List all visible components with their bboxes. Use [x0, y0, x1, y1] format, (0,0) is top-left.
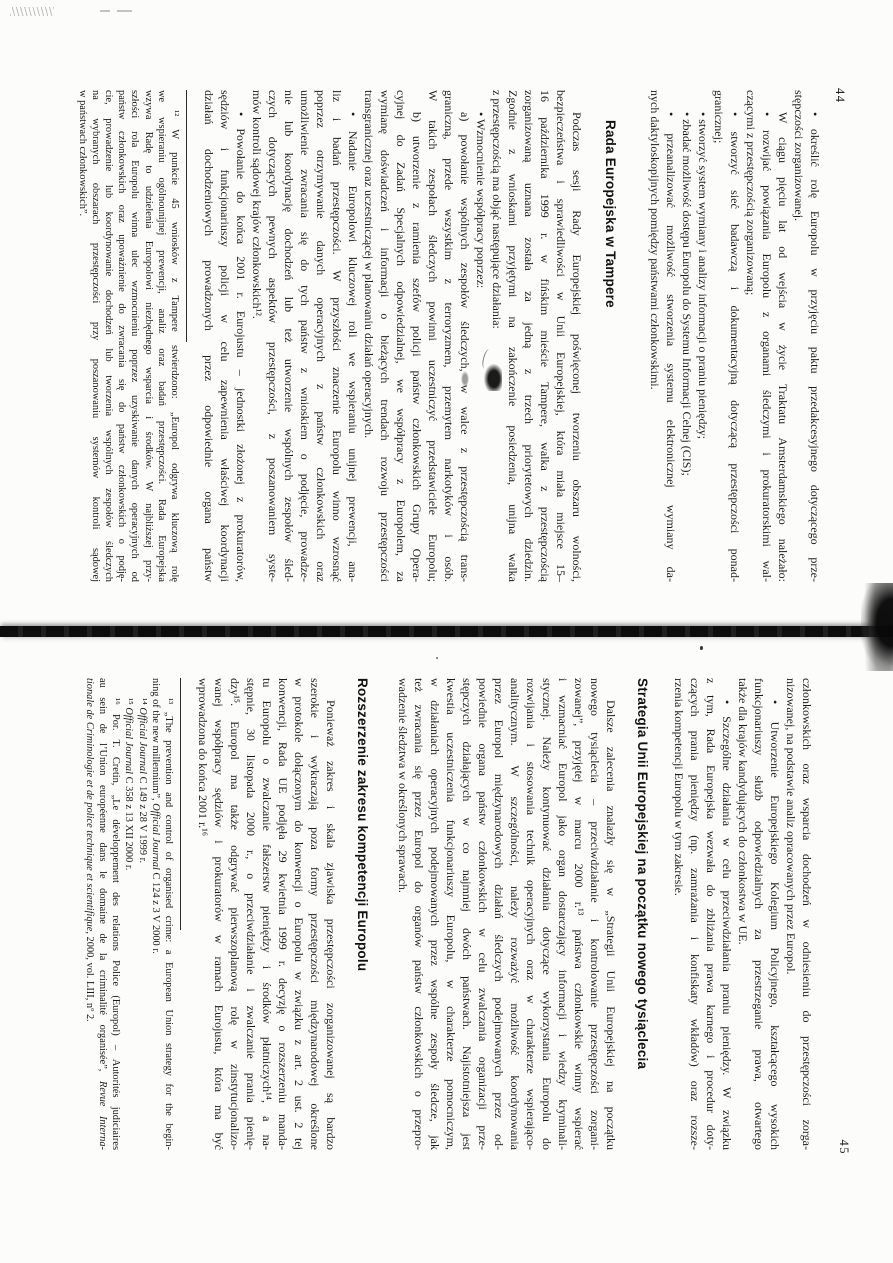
page-number-44: 44	[833, 88, 847, 104]
text-line: dzy¹⁵. Europol ma także odgrywać pierwszoplanową rolę w zinstytucjonalizo-	[228, 678, 242, 1150]
text-line: • rozwijać powiązania Europolu z organami śledczymi i prokuratorskimi wal-	[760, 112, 774, 582]
text-line: b) utworzenie z ramienia szefów policji państw członkowskich Grupy Opera-	[410, 112, 424, 582]
section-heading: Rada Europejska w Tampere	[603, 120, 618, 308]
pencil-mark	[10, 7, 54, 16]
text-line: granicznej;	[712, 90, 726, 144]
text-line: 16 października 1999 r. w fińskim mieście Tampere, walka z przestępczością	[538, 90, 552, 582]
spacer	[339, 678, 353, 1150]
scan-corner-artifact	[861, 583, 893, 671]
text-line: liz i badań przestępczości. W przyszłości znaczenie Europolu winno wzrosnąć	[330, 90, 344, 582]
footnote-line: we wspieraniu ogólnounijnej prewencji, analiz oraz badań przestępczości. Rada Europejska	[155, 90, 167, 582]
text-line: kwestia uczestniczenia funkcjonariuszy Europolu, w charakterze pomocniczym,	[444, 678, 458, 1150]
text-line: także dla krajów kandydujących do członkostwa w UE.	[736, 678, 750, 945]
text-line: a) powołanie wspólnych zespołów śledczych, w walce z przestępczością trans-	[458, 112, 472, 582]
spine-shadow	[0, 626, 893, 637]
text-line: nowego tysiąclecia – przeciwdziałanie i kontrolowanie przestępczości zorgani-	[588, 678, 602, 1150]
text-line: wymianę doświadczeń i informacji o bieżących trendach rozwoju przestępczości	[378, 90, 392, 582]
footnote-line: w państwach członkowskich”.	[76, 90, 88, 217]
ink-blot	[484, 364, 502, 391]
text-line: konwencji, Rada UE podjęła 29 kwietnia 1999 r. decyzję o rozszerzeniu manda-	[276, 678, 290, 1150]
text-line: szerokie i wykraczają poza formy przestępczości międzynarodowej określone	[308, 678, 322, 1150]
text-line: czych dotyczących pewnych aspektów przestępczości, z poszanowaniem syste-	[266, 90, 280, 582]
footnote-line: szłości rola Europolu winna ulec wzmocnieniu poprzez uzyskiwanie danych operacyjnych od	[129, 90, 141, 582]
text-line: • Szczególne działania w celu przeciwdziałania praniu pieniędzy. W związku	[720, 700, 734, 1150]
text-line: w protokole dołączonym do konwencji o Europolu w związku z art. 2 ust. 2 tej	[292, 678, 306, 1150]
text-line: nych daktyloskopijnych pomiędzy państwami członkowskimi.	[648, 90, 662, 390]
text-line: czącymi z przestępczością zorganizowaną;	[744, 90, 758, 296]
page-44-text	[75, 90, 823, 582]
spacer	[193, 90, 201, 582]
text-line: Podczas sesji Rady Europejskiej poświęconej tworzeniu obszaru wolności,	[570, 112, 584, 582]
spacer	[371, 678, 395, 1150]
text-line: stępnie, 30 listopada 2000 r., o przeciwdziałanie i zwalczanie prania pienię-	[244, 678, 258, 1150]
text-line: • Powołanie do końca 2001 r. Eurojustu – jednostki złożonej z prokuratorów,	[234, 112, 248, 582]
text-line: • określić rolę Europolu w przyjęciu paktu przedakcesyjnego dotyczącego prze-	[808, 112, 822, 582]
text-line: rozwijania i stosowania technik operacyjnych oraz w charakterze wspierająco-	[524, 678, 538, 1150]
text-line: stycznej. Należy kontynuować działania dotyczące wykorzystania Europolu do	[540, 678, 554, 1150]
text-line: też zwracania się przez Europol do organów państw członkowskich o przepro-	[412, 678, 426, 1150]
text-line: • Nadanie Europolowi kluczowej roli we wspieraniu unijnej prewencji, ana-	[346, 112, 360, 582]
text-line: • stworzyć system wymiany i analizy informacji o praniu pieniędzy;	[696, 112, 710, 440]
text-line: W takich zespołach śledczych powinni uczestniczyć przedstawiciele Europolu;	[426, 90, 440, 582]
text-line: • Wzmocnienie współpracy poprzez:	[474, 112, 488, 289]
footnote-line: ning of the new millennium”, Official Journal C 124 z 3 V 2000 r.	[149, 678, 161, 954]
footnote-line: tionale de Criminologie et de police technique et scientifique, 2000, vol. LIII, nº 2.	[83, 678, 95, 1022]
text-line: stępczych działających w co najmniej dwóch państwach. Najistotniejsza jest	[460, 678, 474, 1150]
spacer	[619, 678, 633, 1150]
page-44	[0, 0, 893, 631]
text-line: funkcjonariuszy służb odpowiedzialnych za przestrzeganie prawa, otwartego	[752, 678, 766, 1150]
page-number-45: 45	[837, 1139, 851, 1155]
spacer	[585, 90, 601, 582]
text-line: nizowanej, na podstawie analiz opracowanych przez Europol.	[784, 678, 798, 975]
text-line: Zgodnie z wnioskami przyjętymi na zakończenie posiedzenia, unijna walka	[506, 90, 520, 582]
text-line: zorganizowaną uznana została za jedną z trzech priorytetowych dziedzin.	[522, 90, 536, 582]
footnote-line: au sein de l’Union européenne dans le domaine de la criminalité organisée”, Revue Interna-	[96, 678, 108, 1151]
text-line: cyjnej do Zadań Specjalnych odpowiedzialnej, we współpracy z Europolem, za	[394, 90, 408, 582]
footnote-line: ¹² W punkcie 45 wniosków z Tampere stwierdzono: „Europol odgrywa kluczową rolę	[169, 110, 180, 582]
footnote-line: państw członkowskich oraz upoważnienie do zwracania się do państw członkowskich o podję-	[116, 90, 128, 582]
text-line: • Utworzenie Europejskiego Kolegium Policyjnego, kształcącego wysokich	[768, 700, 782, 1150]
text-line: graniczną, przede wszystkim z terroryzmem, przemytem narkotyków i osób.	[442, 90, 456, 582]
section-heading: Strategia Unii Europejskiej na początku nowego tysiąclecia	[635, 678, 650, 1070]
text-line: wanej współpracy sędziów i prokuratorów w ramach Eurojustu, która ma być	[212, 678, 226, 1150]
text-line: nie lub koordynację dochodzeń lub też utworzenie wspólnych zespołów śled-	[282, 90, 296, 582]
footnote-rule	[186, 90, 187, 342]
text-line: z tym, Rada Europejska wezwała do zbliżania prawa karnego i procedur doty-	[704, 678, 718, 1150]
footnote-line: ¹⁶ Por. T. Cretin, „Le développement des relations Police (Europol) – Autorités judiciaires	[110, 698, 122, 1150]
text-line: wadzenie śledztwa w określonych sprawach.	[396, 678, 410, 893]
footnote-line: ¹⁵ Official Journal C 358 z 13 XII 2000 r.	[123, 698, 135, 871]
text-line: z przestępczością ma objąć następujące działania:	[490, 90, 504, 329]
text-line: umożliwienie zwracania się do tych państw z wnioskiem o podjęcie, prowadze-	[298, 90, 312, 582]
text-line: wprowadzona do końca 2001 r.¹⁶	[196, 678, 210, 837]
text-line: członkowskich oraz wsparcia dochodzeń w odniesieniu do przestępczości zorga-	[800, 678, 814, 1150]
text-line: rzenia kompetencji Europolu w tym zakresie.	[672, 678, 686, 896]
text-line: w działaniach operacyjnych podejmowanych przez wspólne zespoły śledcze, jak	[428, 678, 442, 1150]
text-line: przez Europol międzynarodowych działań śledczych podejmowanych przez od-	[492, 678, 506, 1150]
text-line: W ciągu pięciu lat od wejścia w życie Traktatu Amsterdamskiego należało:	[776, 112, 790, 582]
text-line: • zbadać możliwość dostępu Europolu do Systemu Informacji Celnej (CIS);	[680, 112, 694, 476]
footnote-line: wzywa Radę to udzielenia Europolowi niezbędnego wsparcia i środków. W najbliższej przy-	[142, 90, 154, 582]
text-line: powiednie organa państw członkowskich w celu zwalczania organizacji prze-	[476, 678, 490, 1150]
text-line: tu Europolu o zwalczanie fałszerstw pieniędzy i środków płatniczych¹⁴, a na-	[260, 678, 274, 1150]
footnote-line: ¹³ „The prevention and control of organised crime: a European Union strategy for the begin-	[163, 698, 174, 1150]
footnote-line: na wybranych obszarach przestępczości przy poszanowaniu systemów kontroli sądowej	[89, 90, 101, 582]
text-line: • stworzyć sieć badawczą i dokumentacyjną dotyczącą przestępczości ponad-	[728, 112, 742, 582]
text-line: bezpieczeństwa i sprawiedliwości w Unii Europejskiej, która miała miejsce 15–	[554, 90, 568, 582]
page-45-text	[83, 678, 815, 1150]
text-line: • przeanalizować możliwość stworzenia systemu elektronicznej wymiany da-	[664, 112, 678, 582]
text-line: poprzez otrzymywanie danych operacyjnych z państw członkowskich oraz	[314, 90, 328, 582]
text-line: Ponieważ zakres i skala zjawiska przestępczości zorganizowanej są bardzo	[324, 700, 338, 1150]
text-line: analitycznym. W szczególności, należy rozważyć możliwość koordynowania	[508, 678, 522, 1150]
spacer	[651, 678, 671, 1150]
text-line: i wzmacniać Europol jako organ dostarczający informacji i wiedzy kryminali-	[556, 678, 570, 1150]
footnote-line: ¹⁴ Official Journal C 149 z 28 V 1999 r.	[136, 698, 148, 864]
text-line: czących prania pieniędzy (np. zamrażania i konfiskaty wkładów) oraz rozsze-	[688, 678, 702, 1150]
spacer	[619, 90, 647, 582]
text-line: mów kontroli sądowej krajów członkowskich¹².	[250, 90, 264, 319]
text-line: zowanej”, przyjętej w marcu 2000 r.¹³ państwa członkowskie winny wspierać	[572, 678, 586, 1150]
text-line: transgranicznej oraz uczestniczącej w planowaniu działań operacyjnych.	[362, 90, 376, 439]
text-line: Dalsze zalecenia znalazły się w „Strategii Unii Europejskiej na początku	[604, 700, 618, 1150]
footnote-rule	[180, 678, 181, 930]
page-45	[0, 632, 893, 1263]
ink-blot-small	[461, 371, 469, 387]
scan-speck	[436, 657, 438, 659]
text-line: sędziów i funkcjonariuszy policji w celu zapewnienia właściwej koordynacji	[218, 90, 232, 582]
pencil-mark-dashes	[100, 10, 140, 12]
text-line: stępczości zorganizowanej.	[792, 90, 806, 222]
text-line: działań dochodzeniowych prowadzonych przez odpowiednie organa państw	[202, 90, 216, 582]
footnote-line: cie, prowadzenie lub koordynowanie dochodzeń lub tworzenia wspólnych zespołów śledczych	[102, 90, 114, 582]
spacer	[187, 678, 195, 1150]
section-heading: Rozszerzenie zakresu kompetencji Europolu	[355, 678, 370, 972]
